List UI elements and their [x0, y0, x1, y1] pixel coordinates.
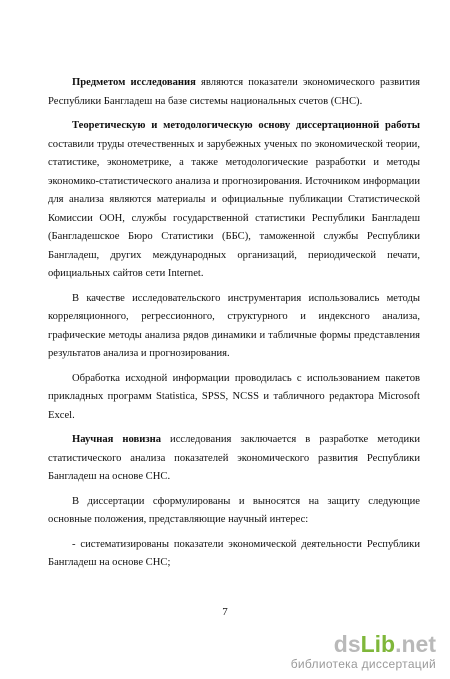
watermark-logo-part-net: .net	[395, 631, 436, 657]
paragraph-positions	[48, 493, 420, 530]
paragraph-list-item	[48, 536, 420, 573]
document-body	[48, 74, 420, 573]
software-text: Обработка исходной информации проводилась с использованием пакетов прикладных программ Statistica, SPSS, NCSS и табличного редактора Microsoft Excel.	[48, 372, 420, 421]
subject-text: являются показатели экономического развития Республики Бангладеш на базе системы национальных счетов (СНС).	[48, 77, 421, 107]
novelty-text: исследования заключается в разработке методики статистического анализа показателей экономического развития Республики Бангладеш на основе СНС.	[48, 434, 421, 482]
list-item-text: - систематизированы показатели экономической деятельности Республики Бангладеш на основе СНС;	[48, 538, 420, 568]
novelty-heading: Научная новизна	[72, 434, 162, 445]
watermark-logo-part-ds: ds	[333, 631, 361, 657]
watermark-subtitle: библиотека диссертаций	[290, 657, 436, 671]
subject-heading: Предметом исследования	[72, 77, 196, 88]
watermark	[266, 632, 436, 671]
page-number: 7	[222, 606, 228, 618]
positions-text: В диссертации сформулированы и выносятся на защиту следующие основные положения, представляющие научный интерес:	[48, 495, 420, 525]
paragraph-tools	[48, 290, 420, 364]
tools-text: В качестве исследовательского инструментария использовались методы корреляционного, регрессионного, структурного и индексного анализа, графические методы анализа рядов динамики и табличные формы представления результатов анализа и прогнозирования.	[48, 292, 420, 359]
methodology-text: составили труды отечественных и зарубежных ученых по экономической теории, статистике, эконометрике, а также методологические разработки и методы экономико-статистического анализа и прогнозирования. Источником информации для анализа являются материалы и официальные публикации Статистической Комиссии ООН, службы государственной статистики Республики Бангладеш (Бангладешское Бюро Статистики (ББС), таможенной службы Республики Бангладеш, других международных организаций, периодической печати, официальных сайтов сети Internet.	[48, 138, 420, 279]
watermark-logo	[266, 632, 436, 656]
methodology-heading: Теоретическую и методологическую основу диссертационной работы	[72, 120, 420, 131]
paragraph-subject	[48, 74, 420, 111]
paragraph-software	[48, 370, 420, 426]
paragraph-novelty	[48, 431, 420, 487]
paragraph-methodology	[48, 117, 420, 284]
watermark-logo-part-lib: Lib	[360, 631, 396, 657]
